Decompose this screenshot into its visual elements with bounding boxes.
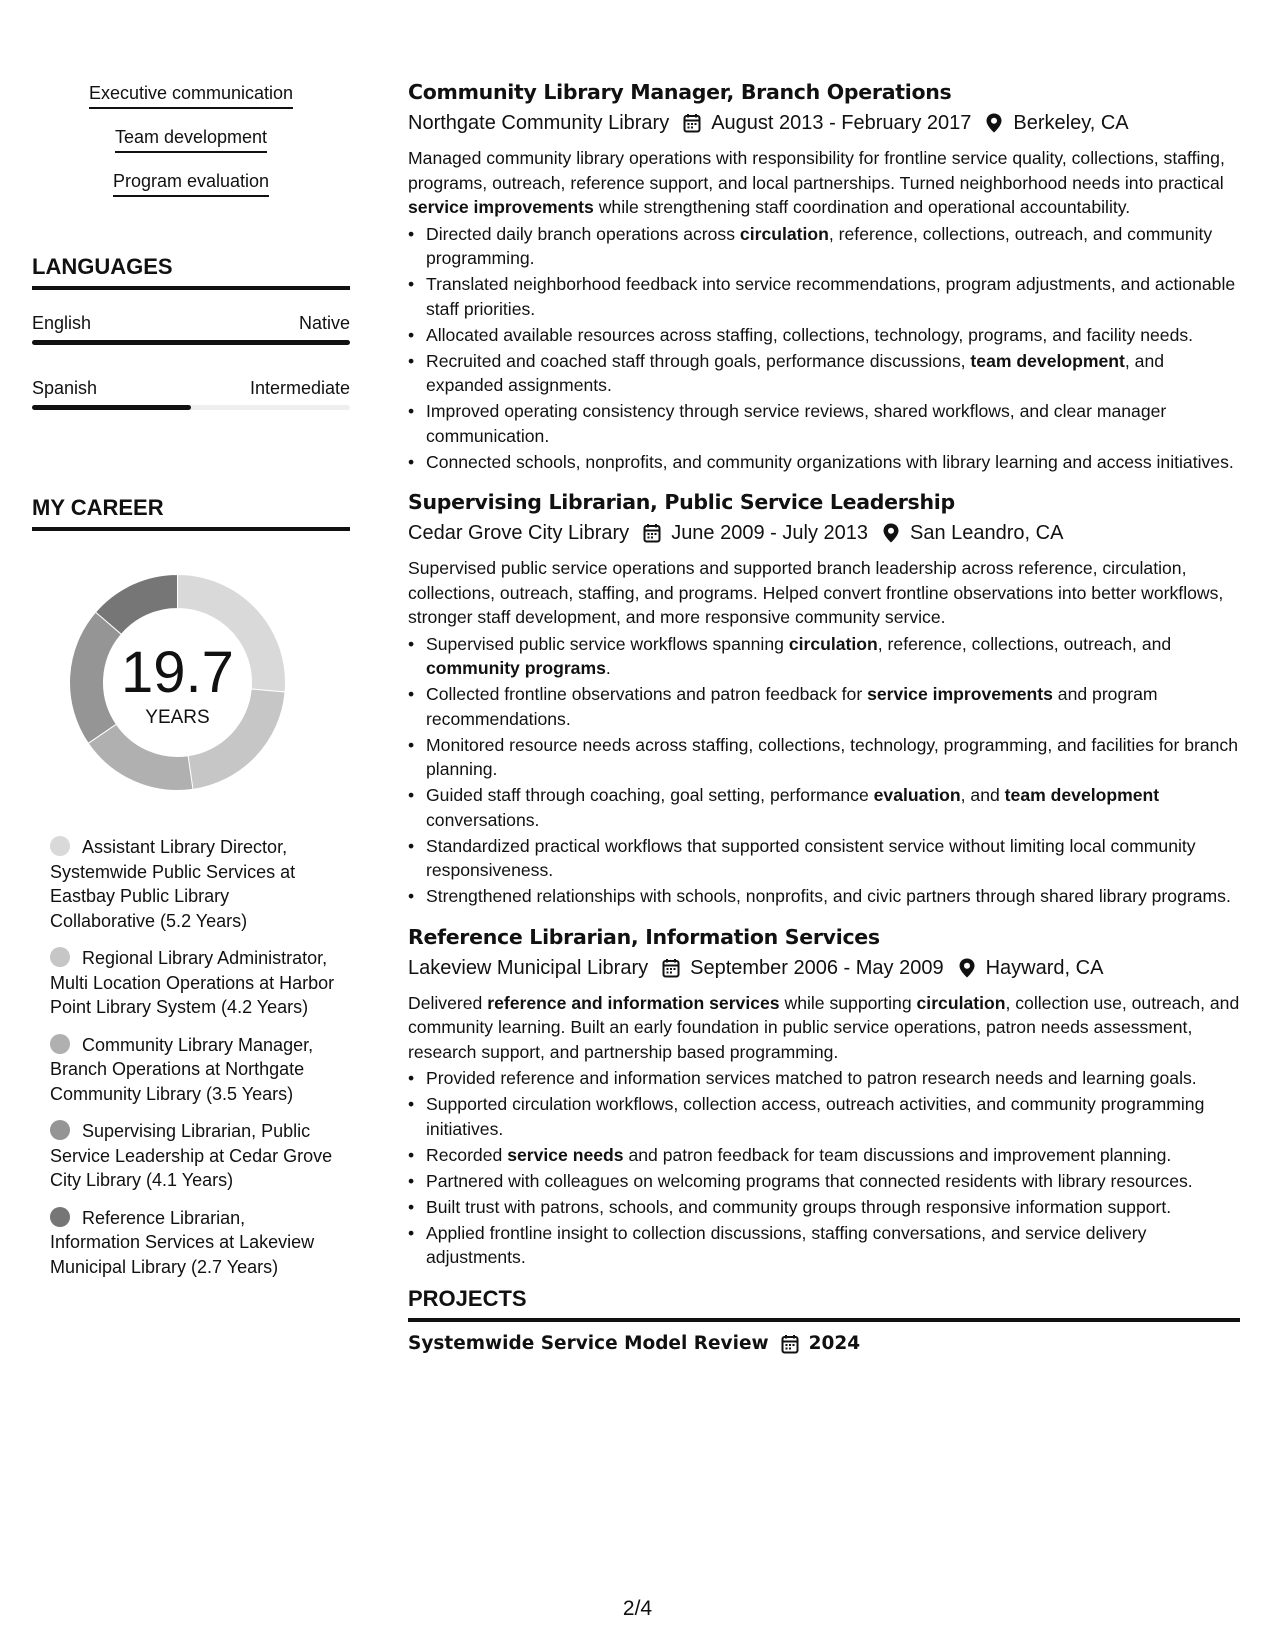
language-item (32, 312, 350, 345)
experience-column (408, 78, 1240, 1357)
projects-heading: PROJECTS (408, 1286, 1240, 1322)
location-pin-icon (882, 523, 900, 543)
location-pin-icon (985, 113, 1003, 133)
page-number: 2/4 (622, 1597, 653, 1620)
language-level-bar (32, 405, 350, 410)
job-description: Supervised public service operations and supported branch leadership across reference, circulation, collections, outreach, staffing, and programs. Helped convert frontline observations into better workflows, stronger staff development, and more responsive community service. (408, 558, 1224, 627)
career-legend-label: Community Library Manager, Branch Operations at Northgate Community Library (3.5 Years) (50, 1034, 314, 1104)
job-location: Berkeley, CA (1013, 112, 1129, 134)
job-meta (408, 954, 1240, 982)
calendar-icon (643, 523, 661, 543)
job-bullet: • Connected schools, nonprofits, and community organizations with library learning and access initiatives. (426, 450, 1240, 475)
legend-swatch (50, 1034, 70, 1054)
calendar-icon (683, 113, 701, 133)
language-level: Native (298, 313, 350, 333)
career-legend-label: Regional Library Administrator, Multi Location Operations at Harbor Point Library System (4.2 Years) (50, 948, 335, 1017)
job-organization: Northgate Community Library (408, 112, 670, 134)
job-bullet: • Standardized practical workflows that supported consistent service without limiting local community responsiveness. (426, 834, 1240, 883)
job-bullet: • Guided staff through coaching, goal setting, performance evaluation, and team development conversations. (426, 783, 1240, 832)
project-item (408, 1331, 1240, 1357)
job-description: Delivered reference and information services while supporting circulation, collection use, outreach, and community learning. Built an early foundation in public service operations, patron needs assessment, research support, and partnership based programming. (408, 992, 1240, 1062)
language-level: Intermediate (249, 378, 350, 398)
job-bullet: • Recruited and coached staff through goals, performance discussions, team development, and expanded assignments. (426, 349, 1240, 398)
job-dates: September 2006 - May 2009 (690, 956, 944, 979)
skill-item: Team development (115, 126, 267, 153)
calendar-icon (781, 1334, 799, 1354)
skill-item: Program evaluation (113, 170, 269, 197)
job-bullet: • Partnered with colleagues on welcoming programs that connected residents with library resources. (426, 1169, 1240, 1194)
job-bullet: • Supported circulation workflows, collection access, outreach activities, and community programming initiatives. (426, 1092, 1240, 1141)
legend-swatch (50, 836, 70, 856)
skills-list (32, 82, 350, 214)
language-level-bar (32, 340, 350, 345)
career-legend-item (50, 1033, 335, 1107)
legend-swatch (50, 947, 70, 967)
career-total-years: 19.7 (121, 640, 234, 705)
career-legend-item (50, 835, 335, 933)
job-bullet: • Strengthened relationships with schools, nonprofits, and civic partners through shared library programs. (426, 884, 1240, 909)
job-entry (408, 488, 1240, 909)
job-bullets (408, 1066, 1240, 1270)
job-meta (408, 109, 1240, 137)
legend-swatch (50, 1120, 70, 1140)
project-name: Systemwide Service Model Review (408, 1332, 769, 1354)
language-level-fill (32, 405, 191, 410)
job-dates: August 2013 - February 2017 (711, 112, 972, 134)
job-bullets (408, 222, 1240, 475)
skill-item: Executive communication (89, 82, 293, 109)
languages-heading: LANGUAGES (32, 254, 350, 290)
job-bullet: • Supervised public service workflows spanning circulation, reference, collections, outreach, and community programs. (426, 632, 1240, 681)
career-donut-chart (65, 570, 290, 795)
job-organization: Lakeview Municipal Library (408, 956, 649, 979)
job-title: Community Library Manager, Branch Operations (408, 80, 952, 104)
career-legend-label: Reference Librarian, Information Services at Lakeview Municipal Library (2.7 Years) (50, 1207, 315, 1277)
job-entry (408, 923, 1240, 1270)
career-legend (50, 835, 335, 1292)
job-bullet: • Monitored resource needs across staffing, collections, technology, programming, and facilities for branch planning. (426, 733, 1240, 782)
job-location: San Leandro, CA (910, 522, 1064, 544)
calendar-icon (662, 958, 680, 978)
job-bullet: • Directed daily branch operations across circulation, reference, collections, outreach, and community programming. (426, 222, 1240, 271)
project-year: 2024 (808, 1332, 861, 1354)
job-title: Supervising Librarian, Public Service Leadership (408, 490, 955, 514)
job-title: Reference Librarian, Information Services (408, 924, 880, 949)
career-section (32, 495, 350, 1277)
job-bullet: • Allocated available resources across staffing, collections, technology, programs, and facility needs. (426, 323, 1240, 348)
languages-section (32, 254, 350, 410)
career-legend-label: Assistant Library Director, Systemwide Public Services at Eastbay Public Library Collaborative (5.2 Years) (50, 837, 296, 931)
legend-swatch (50, 1207, 70, 1227)
job-bullet: • Recorded service needs and patron feedback for team discussions and improvement planning. (426, 1143, 1240, 1168)
job-bullet: • Built trust with patrons, schools, and community groups through responsive information support. (426, 1195, 1240, 1220)
job-bullet: • Applied frontline insight to collection discussions, staffing conversations, and service delivery adjustments. (426, 1221, 1240, 1270)
job-description: Managed community library operations with responsibility for frontline service quality, collections, staffing, programs, outreach, reference support, and local partnerships. Turned neighborhood needs into practical service improvements while strengthening staff coordination and operational accountability. (408, 148, 1225, 217)
language-level-fill (32, 340, 350, 345)
job-location: Hayward, CA (985, 956, 1104, 979)
career-heading: MY CAREER (32, 495, 350, 531)
career-legend-item (50, 1119, 335, 1193)
job-organization: Cedar Grove City Library (408, 522, 630, 544)
job-dates: June 2009 - July 2013 (671, 522, 868, 544)
language-name: Spanish (32, 378, 98, 398)
job-bullet: • Translated neighborhood feedback into service recommendations, program adjustments, and actionable staff priorities. (426, 272, 1240, 321)
job-bullet: • Collected frontline observations and patron feedback for service improvements and program recommendations. (426, 682, 1240, 731)
job-bullet: • Provided reference and information services matched to patron research needs and learning goals. (426, 1066, 1240, 1091)
career-legend-item (50, 1206, 335, 1280)
job-bullet: • Improved operating consistency through service reviews, shared workflows, and clear manager communication. (426, 399, 1240, 448)
language-item (32, 377, 350, 410)
job-entry (408, 78, 1240, 474)
job-meta (408, 519, 1240, 547)
career-legend-item (50, 946, 335, 1020)
career-years-unit: YEARS (145, 707, 210, 728)
language-name: English (32, 313, 92, 333)
location-pin-icon (958, 958, 976, 978)
career-legend-label: Supervising Librarian, Public Service Leadership at Cedar Grove City Library (4.1 Years) (50, 1121, 333, 1190)
job-bullets (408, 632, 1240, 909)
